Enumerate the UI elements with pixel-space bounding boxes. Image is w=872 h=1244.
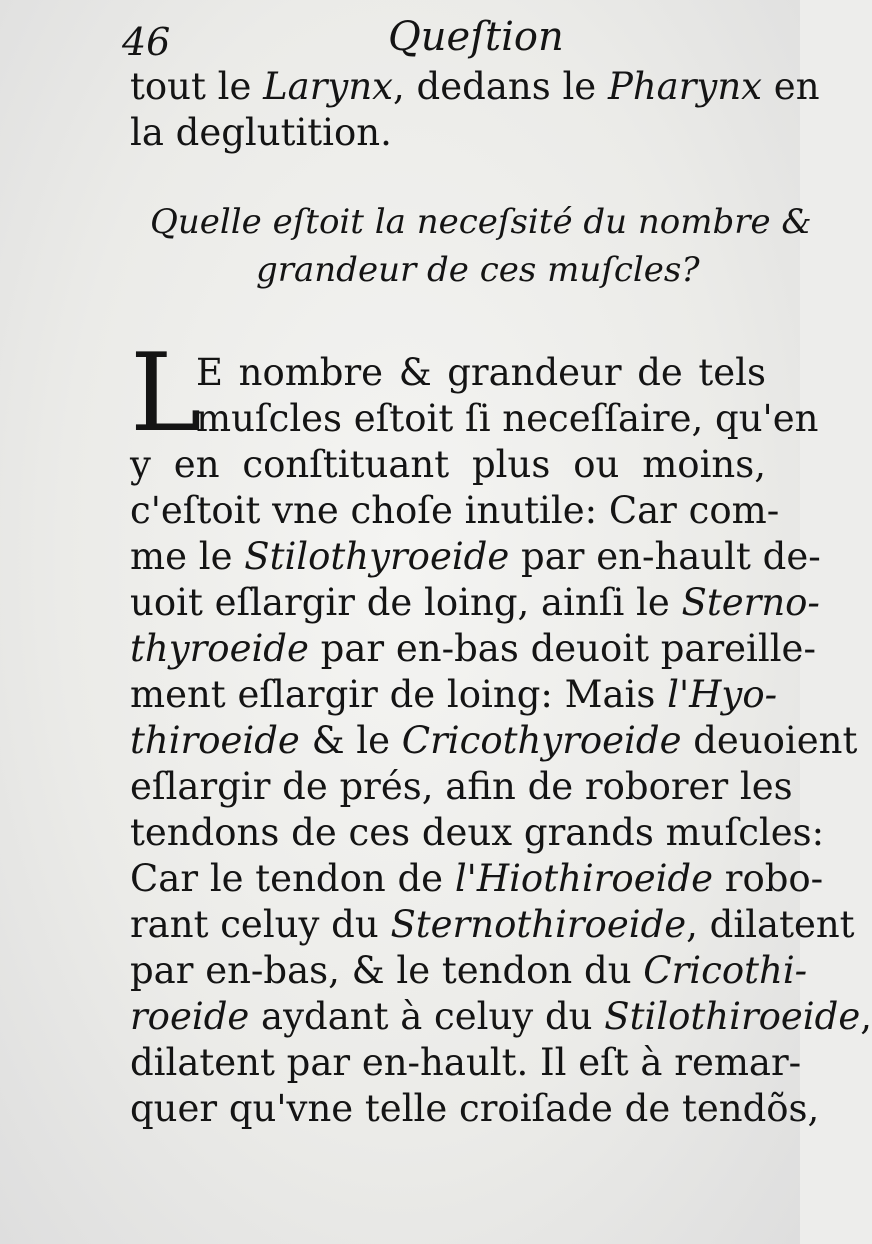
body-line [130, 994, 872, 1040]
intro-line [130, 64, 820, 110]
text-run: muſcles eſtoit ſi neceſſaire, qu'en [196, 397, 819, 440]
text-run: Car le tendon de [130, 857, 455, 900]
intro-line: la deglutition. [130, 111, 392, 154]
text-run: par en-hault de- [509, 535, 821, 578]
text-run: quer qu'vne telle croiſade de tendõs, [130, 1087, 820, 1130]
text-run: tout le [130, 65, 264, 108]
body-paragraph [130, 331, 872, 1132]
body-line [130, 1040, 802, 1086]
text-run: y en conſtituant plus ou moins, [130, 443, 766, 486]
body-line [130, 856, 824, 902]
body-line [130, 810, 825, 856]
body-line [130, 626, 816, 672]
italic-term: Cricothi- [643, 949, 808, 992]
text-run: rant celuy du [130, 903, 391, 946]
text-run: c'eſtoit vne choſe inutile: Car com- [130, 489, 780, 532]
text-run: eſlargir de prés, afin de roborer les [130, 765, 793, 808]
text-run: par en-bas deuoit pareille- [308, 627, 816, 670]
text-run: aydant à celuy du [249, 995, 605, 1038]
italic-term: thyroeide [130, 627, 309, 670]
italic-term: Larynx [263, 65, 394, 108]
italic-term: Stilothiroeide [604, 995, 861, 1038]
italic-term: Pharynx [607, 65, 763, 108]
text-run: ment eſlargir de loing: Mais [130, 673, 668, 716]
intro-paragraph [130, 64, 820, 156]
body-line [130, 764, 793, 810]
text-run: tendons de ces deux grands muſcles: [130, 811, 825, 854]
italic-term: l'Hyo- [667, 673, 778, 716]
section-heading [130, 198, 812, 294]
body-line [130, 534, 821, 580]
text-run: en [762, 65, 820, 108]
italic-term: thiroeide [130, 719, 300, 762]
body-line [130, 1086, 820, 1132]
heading-line: Quelle eſtoit la neceſsité du nombre & [150, 202, 812, 242]
text-run: & le [299, 719, 402, 762]
body-line [130, 488, 780, 534]
body-line [130, 350, 766, 396]
text-run: , [860, 995, 872, 1038]
text-run: dilatent par en-hault. Il eſt à remar- [130, 1041, 802, 1084]
italic-term: Sternothiroeide [390, 903, 687, 946]
text-run: par en-bas, & le tendon du [130, 949, 644, 992]
text-run: uoit eſlargir de loing, ainſi le [130, 581, 682, 624]
text-run: robo- [713, 857, 824, 900]
page-header [120, 14, 760, 66]
italic-term: roeide [130, 995, 250, 1038]
body-line [130, 718, 858, 764]
italic-term: Sterno- [681, 581, 820, 624]
italic-term: Cricothyroeide [401, 719, 682, 762]
page-number: 46 [122, 20, 171, 64]
text-run: , dilatent [686, 903, 855, 946]
heading-line: grandeur de ces muſcles? [256, 250, 700, 290]
text-run: E nombre & grandeur de tels [196, 351, 766, 394]
italic-term: l'Hiothiroeide [454, 857, 713, 900]
body-line [130, 672, 778, 718]
drop-cap: L [130, 331, 202, 456]
body-line [130, 396, 819, 442]
body-lines [130, 350, 872, 1132]
body-line [130, 442, 766, 488]
body-line [130, 902, 855, 948]
body-line [130, 580, 820, 626]
text-run: deuoient [681, 719, 858, 762]
body-line [130, 948, 808, 994]
italic-term: Stilothyroeide [244, 535, 510, 578]
text-run: me le [130, 535, 245, 578]
running-head: Queſtion [388, 14, 564, 60]
text-run: , dedans le [393, 65, 608, 108]
